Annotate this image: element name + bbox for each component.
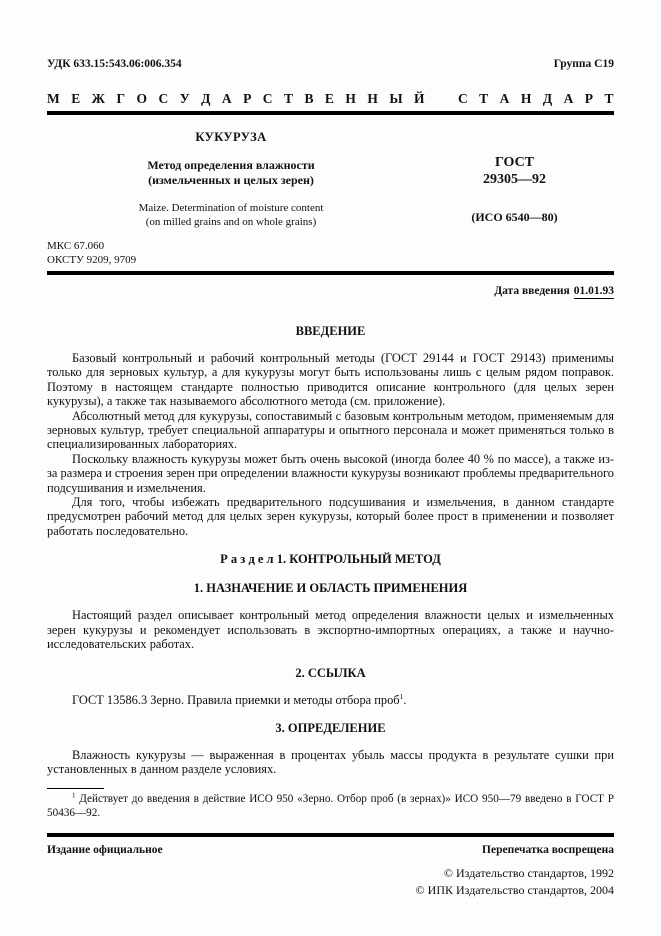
introduction-paragraph-1: Базовый контрольный и рабочий контрольный методы (ГОСТ 29144 и ГОСТ 29143) применимы только для зерновых культур, а для кукурузы могут быть использованы лишь с целым рядом поправок. Поэтому в настоящем стандарте полностью приводится описание контрольного (для целых зерен кукурузы), а также так называемого абсолютного метода (см. приложение). (47, 351, 614, 409)
mks-code: МКС 67.060 (47, 240, 105, 252)
copyright-line-1992: © Издательство стандартов, 1992 (443, 865, 614, 880)
subsection2-heading: 2. ССЫЛКА (295, 665, 366, 680)
header-rule (47, 111, 614, 115)
iso-reference: (ИСО 6540—80) (471, 210, 558, 224)
udk-code: УДК 633.15:543.06:006.354 (47, 58, 182, 70)
standard-subject: КУКУРУЗА (195, 130, 267, 144)
header-codes-row (47, 58, 614, 70)
title-russian (47, 158, 415, 187)
title-block (47, 130, 614, 229)
group-code: Группа С19 (553, 58, 614, 70)
copyright-block (47, 865, 614, 899)
introduction-paragraph-2: Абсолютный метод для кукурузы, сопоставимый с базовым контрольным методом, применяемым для зерновых культур, требует специальной аппаратуры и опытного персонала и может применяться только в специализированных лабораториях. (47, 408, 614, 452)
title-russian-line2: (измельченных и целых зерен) (148, 172, 314, 187)
standard-type-title: М Е Ж Г О С У Д А Р С Т В Е Н Н Ы Й С Т А Н Д А Р Т (47, 91, 614, 106)
footer-rule (47, 833, 614, 837)
subsection1-heading: 1. НАЗНАЧЕНИЕ И ОБЛАСТЬ ПРИМЕНЕНИЯ (193, 581, 468, 596)
footer-row (47, 844, 614, 856)
footnote-marker: 1 (399, 691, 404, 701)
footnote-rule (47, 788, 104, 790)
subsection3-heading: 3. ОПРЕДЕЛЕНИЕ (275, 720, 386, 735)
reference-text: ГОСТ 13586.3 Зерно. Правила приемки и методы отбора проб (72, 692, 400, 707)
introduction-heading: ВВЕДЕНИЕ (295, 324, 366, 338)
classification-codes (47, 240, 614, 267)
reference-entry (47, 693, 614, 707)
subsection3-paragraph: Влажность кукурузы — выраженная в процентах убыль массы продукта в результате сушки при установленных в данном разделе условиях. (47, 747, 614, 777)
title-right-column (415, 130, 614, 229)
footnote-block (47, 788, 614, 821)
introduction-paragraph-4: Для того, чтобы избежать предварительного подсушивания и измельчения, в данном стандарте предусмотрен рабочий метод для целых зерен кукурузы, который более прост в применении и позволяет работать последовательно. (47, 495, 614, 538)
title-russian-line1: Метод определения влажности (147, 158, 315, 172)
effective-date-row (47, 285, 614, 297)
effective-date-value: 01.01.93 (573, 285, 614, 297)
title-left-column (47, 130, 415, 229)
subsection1-paragraph: Настоящий раздел описывает контрольный метод определения влажности целых и измельченных зерен кукурузы и рекомендует использовать в экспортно-импортных операциях, а также и научно-исследовательских работах. (47, 608, 614, 652)
footnote-text (47, 793, 614, 820)
official-edition-label: Издание официальное (47, 843, 163, 856)
introduction-paragraph-3: Поскольку влажность кукурузы может быть очень высокой (иногда более 40 % по массе), а также из-за размера и строения зерен при определении влажности кукурузы возникают проблемы предварительного подсушивания и измельчения. (47, 451, 614, 495)
gost-designation (415, 155, 614, 188)
effective-date-label: Дата введения (494, 285, 570, 297)
section1-heading: Р а з д е л 1. КОНТРОЛЬНЫЙ МЕТОД (220, 552, 441, 567)
gost-number: 29305—92 (483, 171, 546, 187)
separator-rule (47, 271, 614, 275)
reprint-prohibited-label: Перепечатка воспрещена (482, 843, 614, 856)
reference-tail: . (403, 692, 407, 707)
copyright-line-2004: © ИПК Издательство стандартов, 2004 (415, 882, 614, 897)
footnote-number: 1 (72, 791, 76, 800)
title-english-line1: Maize. Determination of moisture content (138, 202, 324, 214)
gost-label: ГОСТ (494, 155, 535, 170)
title-english-line2: (on milled grains and on whole grains) (145, 216, 317, 228)
okstu-code: ОКСТУ 9209, 9709 (47, 253, 137, 266)
footnote-body: Действует до введения в действие ИСО 950 «Зерно. Отбор проб (в зернах)» ИСО 950—79 введено в ГОСТ Р 50436—92. (47, 793, 614, 819)
title-english (47, 201, 415, 229)
